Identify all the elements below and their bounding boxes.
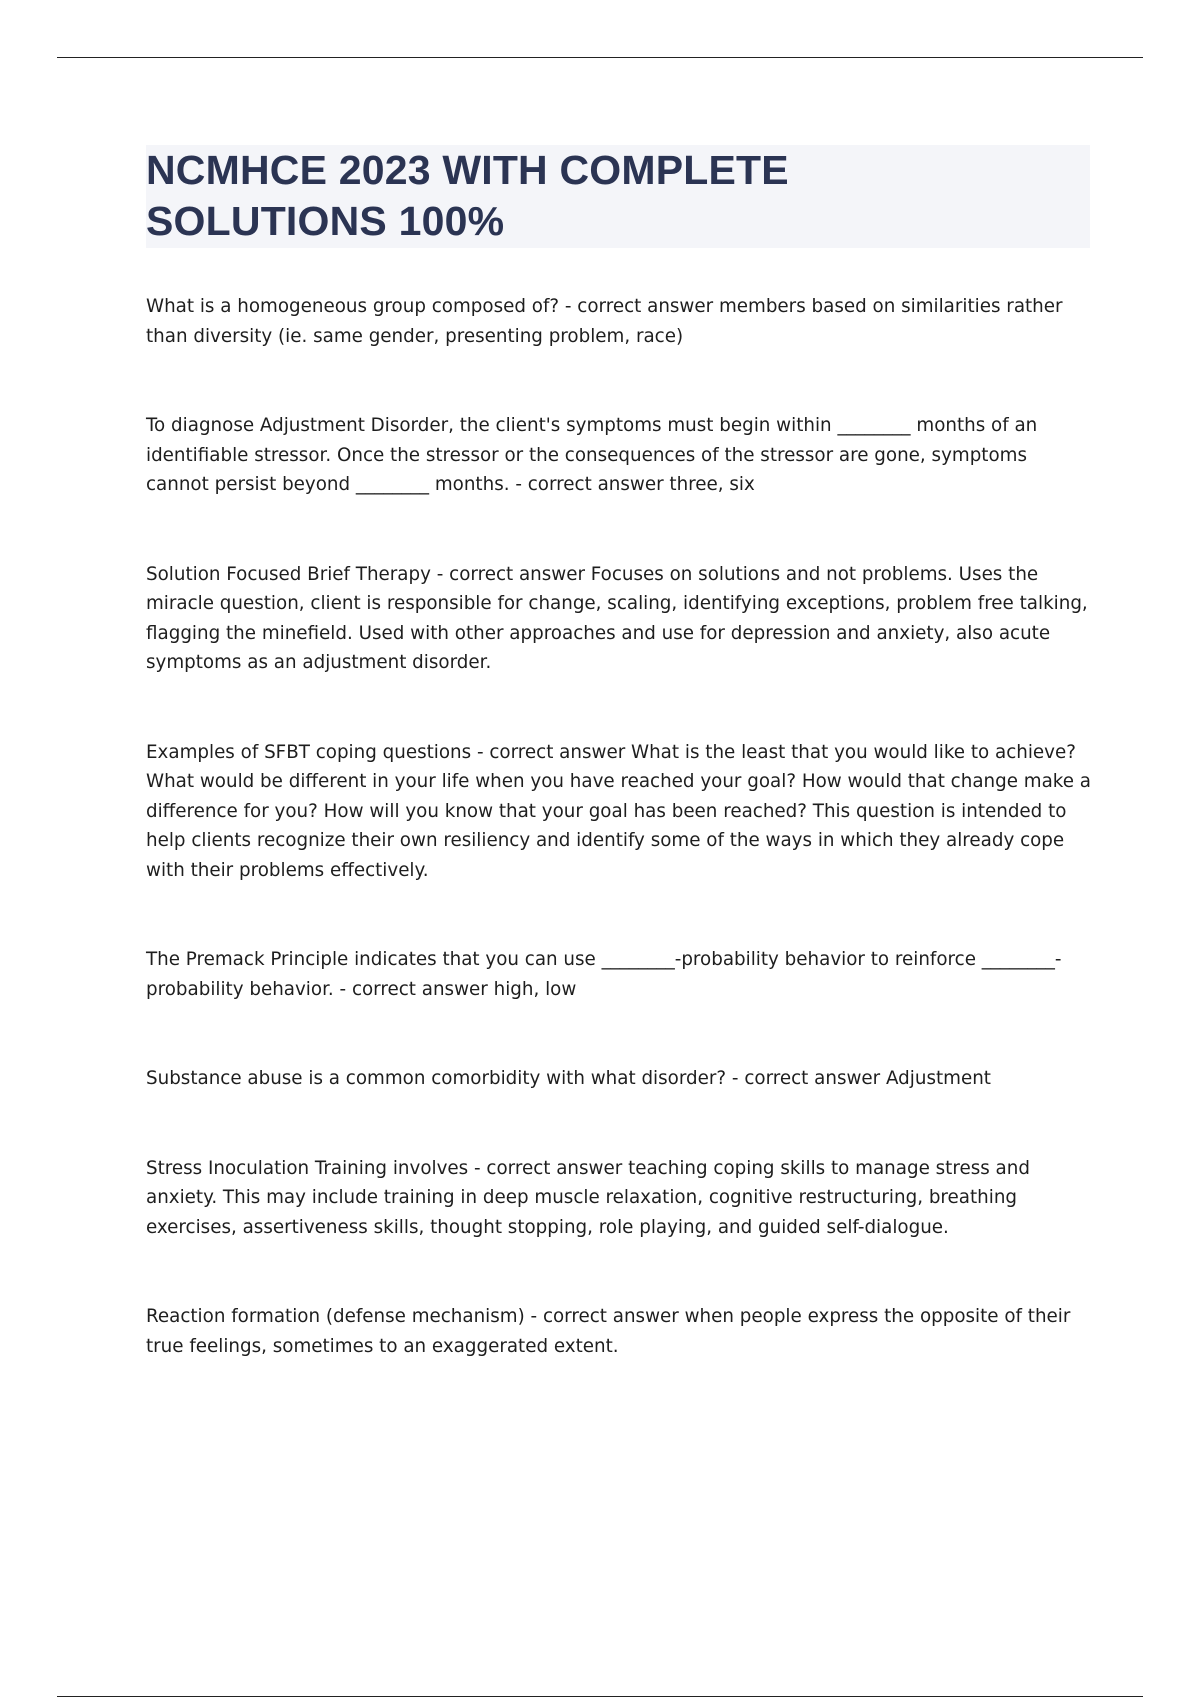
qa-item: The Premack Principle indicates that you can use ________-probability behavior to reinforce ________-probability behavior. - correct answer high, low — [146, 949, 1062, 1000]
bottom-divider — [57, 1696, 1143, 1697]
qa-item: What is a homogeneous group composed of? - correct answer members based on similarities rather than diversity (ie. same gender, presenting problem, race) — [146, 296, 1063, 347]
qa-item: Substance abuse is a common comorbidity with what disorder? - correct answer Adjustment — [146, 1068, 991, 1089]
title-banner — [146, 145, 1090, 248]
qa-item: Reaction formation (defense mechanism) - correct answer when people express the opposite of their true feelings, sometimes to an exaggerated extent. — [146, 1306, 1071, 1357]
qa-item: To diagnose Adjustment Disorder, the client's symptoms must begin within ________ months of an identifiable stressor. Once the stressor or the consequences of the stressor are gone, symptoms cannot persist beyond ________ months. - correct answer three, six — [146, 415, 1038, 495]
top-divider — [57, 57, 1143, 58]
document-title: NCMHCE 2023 WITH COMPLETE SOLUTIONS 100% — [146, 147, 789, 244]
qa-list — [146, 292, 1092, 1421]
qa-item: Examples of SFBT coping questions - correct answer What is the least that you would like to achieve? What would be different in your life when you have reached your goal? How would that change make a difference for you? How will you know that your goal has been reached? This question is intended to help clients recognize their own resiliency and identify some of the ways in which they already cope with their problems effectively. — [146, 741, 1091, 881]
qa-item: Solution Focused Brief Therapy - correct answer Focuses on solutions and not problems. Uses the miracle question, client is responsible for change, scaling, identifying exceptions, problem free talking, flagging the minefield. Used with other approaches and use for depression and anxiety, also acute symptoms as an adjustment disorder. — [146, 563, 1088, 673]
qa-item: Stress Inoculation Training involves - correct answer teaching coping skills to manage stress and anxiety. This may include training in deep muscle relaxation, cognitive restructuring, breathing exercises, assertiveness skills, thought stopping, role playing, and guided self-dialogue. — [146, 1157, 1030, 1238]
